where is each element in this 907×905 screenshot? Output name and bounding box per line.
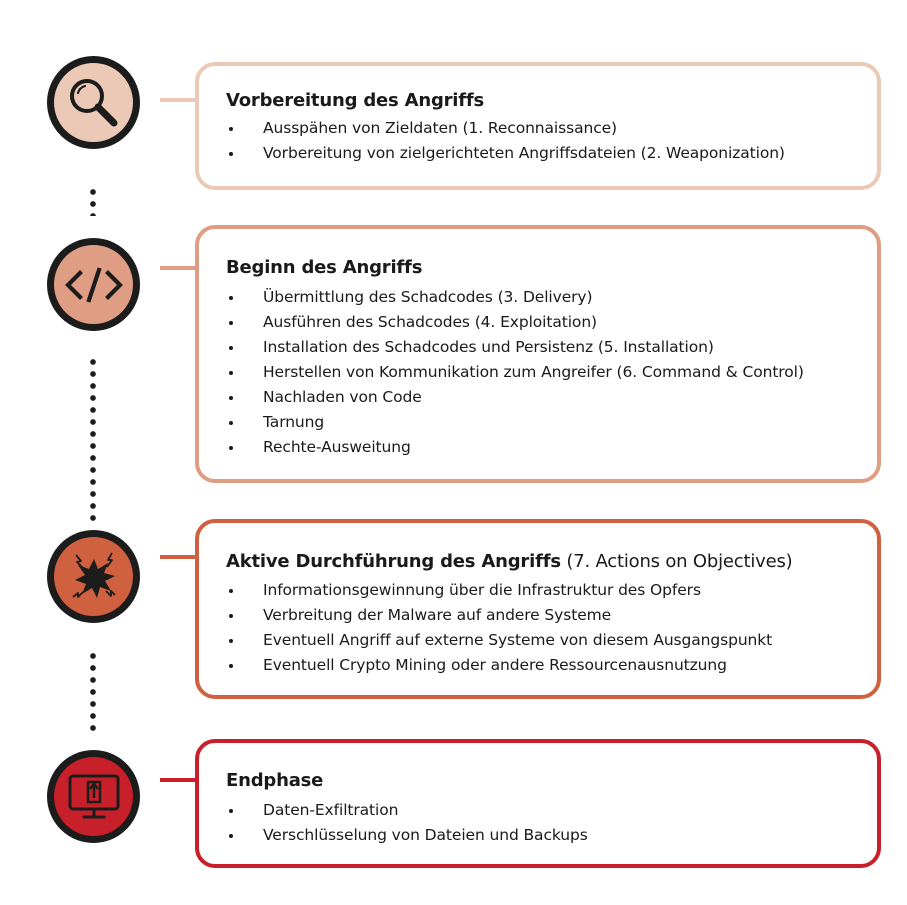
connector-stage-3 [160,555,198,559]
stage-2-circle [47,238,140,331]
stage-2-card [195,225,881,483]
list-item: Nachladen von Code [226,385,804,410]
dotted-connector-2 [90,356,96,526]
list-item: Tarnung [226,410,804,435]
stage-1-title: Vorbereitung des Angriffs [226,90,485,111]
list-item: Verschlüsselung von Dateien und Backups [226,823,588,848]
list-item: Eventuell Angriff auf externe Systeme von diesem Ausgangspunkt [226,628,772,653]
stage-4-card [195,739,881,868]
stage-4-title: Endphase [226,770,324,791]
stage-4-list [226,798,588,848]
list-item: Eventuell Crypto Mining oder andere Ressourcenausnutzung [226,653,772,678]
list-item: Rechte-Ausweitung [226,435,804,460]
stage-4-circle [47,750,140,843]
list-item: Informationsgewinnung über die Infrastruktur des Opfers [226,578,772,603]
list-item: Daten-Exfiltration [226,798,588,823]
stage-3-title-suffix: (7. Actions on Objectives) [560,551,793,572]
stage-1-list [226,116,785,166]
stage-3-circle [47,530,140,623]
list-item: Ausführen des Schadcodes (4. Exploitation) [226,310,804,335]
stage-3-card [195,519,881,699]
list-item: Übermittlung des Schadcodes (3. Delivery) [226,285,804,310]
stage-1-card [195,62,881,190]
stage-3-title: Aktive Durchführung des Angriffs (7. Actions on Objectives) [226,551,793,572]
explosion-icon [62,545,126,609]
stage-2-list [226,285,804,460]
list-item: Vorbereitung von zielgerichteten Angriffsdateien (2. Weaponization) [226,141,785,166]
magnifier-icon [63,72,125,134]
connector-stage-2 [160,266,198,270]
stage-1-circle [47,56,140,149]
list-item: Ausspähen von Zieldaten (1. Reconnaissance) [226,116,785,141]
connector-stage-4 [160,778,198,782]
stage-2-title: Beginn des Angriffs [226,257,423,278]
stage-3-list [226,578,772,678]
monitor-upload-icon [64,767,124,827]
list-item: Herstellen von Kommunikation zum Angreifer (6. Command & Control) [226,360,804,385]
dotted-connector-1 [90,186,96,216]
dotted-connector-3 [90,650,96,734]
list-item: Installation des Schadcodes und Persistenz (5. Installation) [226,335,804,360]
connector-stage-1 [160,98,198,102]
list-item: Verbreitung der Malware auf andere Systeme [226,603,772,628]
code-brackets-icon [63,265,125,305]
